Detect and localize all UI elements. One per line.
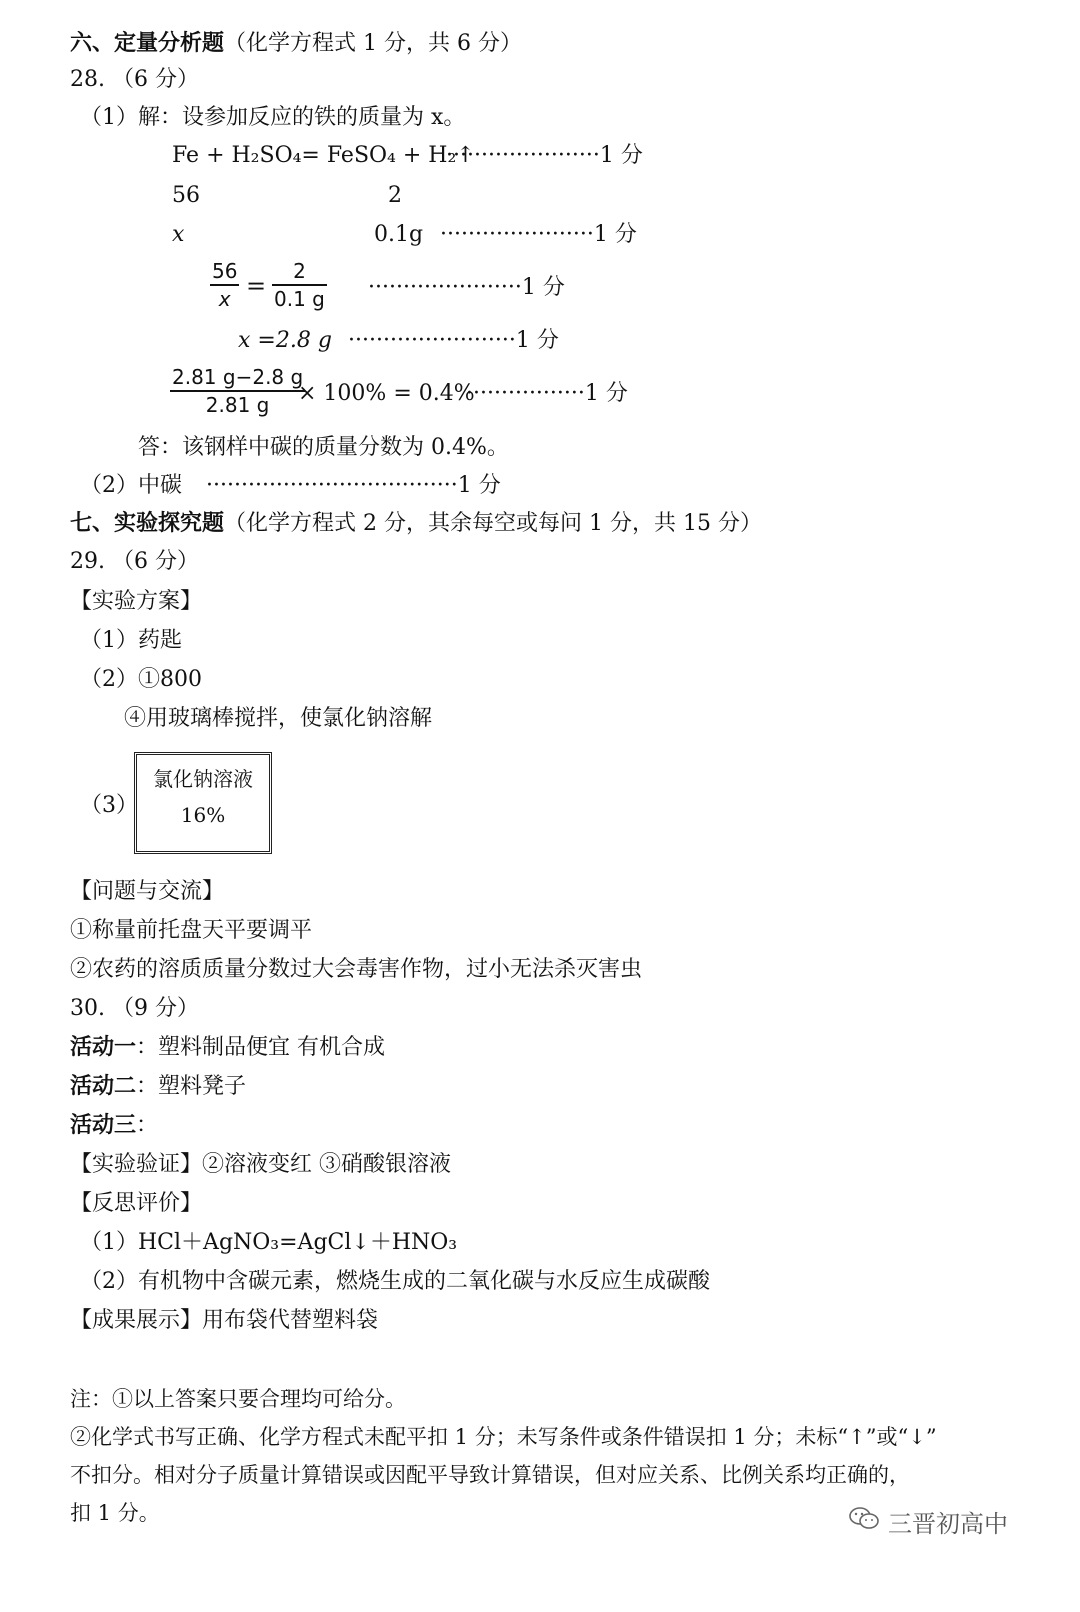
discuss-header: 【问题与交流】 <box>70 879 225 904</box>
activity-3 <box>70 1112 158 1140</box>
part2-score: ····································1 分 <box>206 473 501 498</box>
plan-item-1: （1）药匙 <box>80 628 182 653</box>
ratio-left-num: 56 <box>210 258 239 286</box>
wechat-icon <box>848 1506 880 1530</box>
note-line-2: ②化学式书写正确、化学方程式未配平扣 1 分；未写条件或条件错误扣 1 分；未标“↑”或“↓” <box>70 1425 937 1449</box>
q30-header: 30. （9 分） <box>70 996 199 1021</box>
section7-note: （化学方程式 2 分，其余每空或每问 1 分，共 15 分） <box>224 511 762 536</box>
section7-heading <box>70 510 762 538</box>
activity-3-label: 活动三 <box>70 1113 137 1138</box>
h2-score: ······················1 分 <box>440 222 637 247</box>
q29-header: 29. （6 分） <box>70 549 199 574</box>
activity-2-text: ：塑料凳子 <box>136 1074 247 1099</box>
discuss-item-1: ①称量前托盘天平要调平 <box>70 918 313 943</box>
plan-item-3-label: （3） <box>80 793 138 818</box>
section7-title: 七、实验探究题 <box>70 511 225 536</box>
section6-heading <box>70 30 522 58</box>
reagent-label-percent: 16% <box>180 803 226 827</box>
plan-item-2: （2）①800 <box>80 667 202 692</box>
ratio-right-den: 0.1 g <box>274 287 325 311</box>
var-x-text: x <box>172 222 185 247</box>
pct-fraction <box>170 364 305 418</box>
pct-tail: × 100% = 0.4% <box>298 381 475 406</box>
x-result: x =2.8 g <box>238 328 332 353</box>
q28-header: 28. （6 分） <box>70 67 199 92</box>
activity-2 <box>70 1073 246 1101</box>
activity-2-label: 活动二 <box>70 1074 137 1099</box>
pct-num: 2.81 g−2.8 g <box>170 364 305 392</box>
reflect-item-1: （1）HCl＋AgNO₃=AgCl↓＋HNO₃ <box>80 1230 458 1255</box>
q28-part1-intro: （1）解：设参加反应的铁的质量为 x。 <box>80 105 466 130</box>
activity-1-text: ：塑料制品便宜 有机合成 <box>136 1035 386 1060</box>
ratio-eq: = <box>246 272 267 300</box>
activity-1 <box>70 1034 385 1062</box>
pct-den: 2.81 g <box>205 393 270 417</box>
verify-line: 【实验验证】②溶液变红 ③硝酸银溶液 <box>70 1152 451 1177</box>
mass-fe: 56 <box>172 183 200 208</box>
part2-label: （2）中碳 <box>80 473 182 498</box>
ratio-score: ······················1 分 <box>368 275 565 300</box>
var-x <box>172 221 184 249</box>
plan-header: 【实验方案】 <box>70 589 203 614</box>
activity-3-text: ： <box>136 1113 159 1138</box>
equation-line: Fe + H₂SO₄= FeSO₄ + H₂↑ <box>172 143 475 168</box>
activity-1-label: 活动一 <box>70 1035 137 1060</box>
note-line-4: 扣 1 分。 <box>70 1501 160 1525</box>
ratio-right-num: 2 <box>272 258 327 286</box>
discuss-item-2: ②农药的溶质质量分数过大会毒害作物，过小无法杀灭害虫 <box>70 957 643 982</box>
section6-title: 六、定量分析题 <box>70 31 225 56</box>
answer-line: 答：该钢样中碳的质量分数为 0.4%。 <box>138 435 509 460</box>
plan-item-2b: ④用玻璃棒搅拌，使氯化钠溶解 <box>124 706 433 731</box>
watermark-text: 三晋初高中 <box>888 1510 1008 1538</box>
note-line-3: 不扣分。相对分子质量计算错误或因配平导致计算错误，但对应关系、比例关系均正确的， <box>70 1463 910 1487</box>
x-score: ························1 分 <box>348 328 559 353</box>
section6-note: （化学方程式 1 分，共 6 分） <box>224 31 522 56</box>
reagent-label-box <box>134 752 272 854</box>
ratio-left <box>210 258 239 312</box>
result-line: 【成果展示】用布袋代替塑料袋 <box>70 1308 379 1333</box>
equation-score: ······················1 分 <box>446 143 643 168</box>
ratio-right <box>272 258 327 312</box>
note-line-1: 注：①以上答案只要合理均可给分。 <box>70 1387 406 1411</box>
reflect-header: 【反思评价】 <box>70 1191 203 1216</box>
h2-mass: 0.1g <box>374 222 424 247</box>
mass-h2: 2 <box>388 183 402 208</box>
pct-score: ·················1 分 <box>466 381 628 406</box>
ratio-left-den: x <box>218 287 231 311</box>
reflect-item-2: （2）有机物中含碳元素，燃烧生成的二氧化碳与水反应生成碳酸 <box>80 1269 710 1294</box>
reagent-label-name: 氯化钠溶液 <box>153 767 253 791</box>
